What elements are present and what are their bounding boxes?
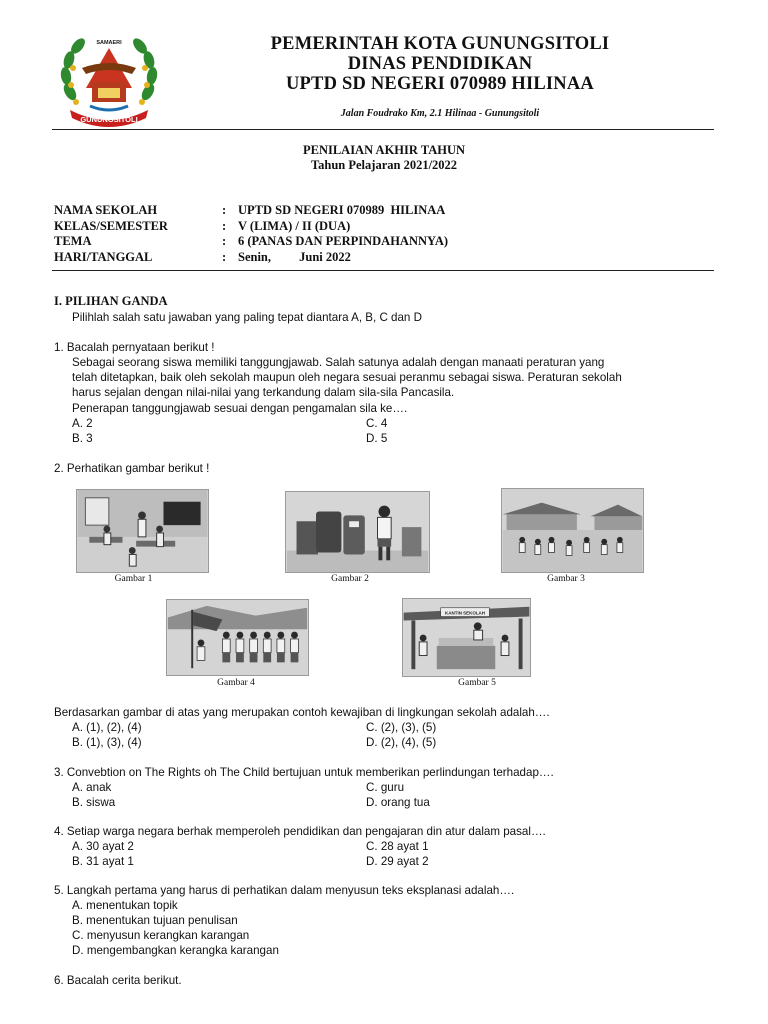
picture-3-schoolyard <box>501 488 644 573</box>
picture-4-caption: Gambar 4 <box>217 678 255 688</box>
exam-title-block <box>0 143 768 173</box>
exam-year: Tahun Pelajaran 2021/2022 <box>310 158 458 172</box>
question-3-option-a[interactable]: A. anak <box>72 781 112 794</box>
question-5-option-d[interactable]: D. mengembangkan kerangka karangan <box>72 944 279 957</box>
identity-label: HARI/TANGGAL <box>54 249 153 264</box>
question-3-stem: 3. Convebtion on The Rights oh The Child bertujuan untuk memberikan perlindungan terhadap…. <box>54 766 554 779</box>
identity-label: KELAS/SEMESTER <box>54 218 168 233</box>
government-logo <box>56 30 162 130</box>
flag-ceremony-illustration-icon <box>167 600 308 675</box>
question-1-passage: telah ditetapkan, baik oleh sekolah maupun oleh negara sesuai peranmu sebagai siswa. Peraturan sekolah <box>72 371 622 384</box>
identity-colon: : <box>222 203 227 217</box>
header-divider <box>52 129 714 130</box>
picture-3-caption: Gambar 3 <box>547 574 585 584</box>
letterhead <box>180 34 700 119</box>
question-2-option-c[interactable]: C. (2), (3), (5) <box>366 721 437 734</box>
section-heading: I. PILIHAN GANDA <box>54 294 168 308</box>
picture-2-trash-bins <box>285 491 430 573</box>
identity-value: 6 (PANAS DAN PERPINDAHANNYA) <box>238 234 449 248</box>
question-2-ask: Berdasarkan gambar di atas yang merupakan contoh kewajiban di lingkungan sekolah adalah…. <box>54 706 550 719</box>
question-5-option-a[interactable]: A. menentukan topik <box>72 899 178 912</box>
identity-value: Senin, Juni 2022 <box>238 249 351 264</box>
header-line-1: PEMERINTAH KOTA GUNUNGSITOLI <box>270 34 610 54</box>
question-5-option-c[interactable]: C. menyusun kerangkan karangan <box>72 929 250 942</box>
question-2-stem: 2. Perhatikan gambar berikut ! <box>54 462 210 475</box>
question-1-stem: 1. Bacalah pernyataan berikut ! <box>54 341 215 354</box>
question-6-stem: 6. Bacalah cerita berikut. <box>54 974 182 987</box>
identity-row <box>54 250 448 266</box>
question-2-option-a[interactable]: A. (1), (2), (4) <box>72 721 142 734</box>
question-1-option-b[interactable]: B. 3 <box>72 432 93 445</box>
identity-label: NAMA SEKOLAH <box>54 203 158 217</box>
question-4-option-a[interactable]: A. 30 ayat 2 <box>72 840 134 853</box>
question-4-option-c[interactable]: C. 28 ayat 1 <box>366 840 429 853</box>
question-1-option-a[interactable]: A. 2 <box>72 417 93 430</box>
identity-value: V (LIMA) / II (DUA) <box>238 218 351 233</box>
identity-row <box>54 234 448 250</box>
question-4-option-d[interactable]: D. 29 ayat 2 <box>366 855 429 868</box>
header-address: Jalan Foudrako Km, 2.1 Hilinaa - Gunungsitoli <box>340 108 540 119</box>
question-1-passage: Sebagai seorang siswa memiliki tanggungjawab. Salah satunya adalah dengan manaati peraturan yang <box>72 356 605 369</box>
question-1-ask: Penerapan tanggungjawab sesuai dengan pengamalan sila ke…. <box>72 402 408 415</box>
question-4-option-b[interactable]: B. 31 ayat 1 <box>72 855 134 868</box>
identity-label: TEMA <box>54 234 92 248</box>
picture-2-caption: Gambar 2 <box>331 574 369 584</box>
schoolyard-illustration-icon <box>502 489 643 572</box>
logo-top-text: SAMAERI <box>96 40 122 46</box>
question-3-option-c[interactable]: C. guru <box>366 781 405 794</box>
classroom-illustration-icon <box>77 490 208 572</box>
identity-value: UPTD SD NEGERI 070989 HILINAA <box>238 203 446 217</box>
question-2-option-d[interactable]: D. (2), (4), (5) <box>366 736 437 749</box>
logo-emblem-icon <box>56 30 162 130</box>
picture-1-classroom <box>76 489 209 573</box>
question-1-option-c[interactable]: C. 4 <box>366 417 388 430</box>
trash-bins-illustration-icon <box>286 492 429 572</box>
identity-divider <box>52 270 714 271</box>
picture-5-school-canteen <box>402 598 531 677</box>
question-3-option-d[interactable]: D. orang tua <box>366 796 430 809</box>
question-5-option-b[interactable]: B. menentukan tujuan penulisan <box>72 914 238 927</box>
section-instruction: Pilihlah salah satu jawaban yang paling tepat diantara A, B, C dan D <box>72 311 422 324</box>
identity-row <box>54 219 448 235</box>
identity-colon: : <box>222 218 227 233</box>
question-5-stem: 5. Langkah pertama yang harus di perhatikan dalam menyusun teks eksplanasi adalah…. <box>54 884 515 897</box>
canteen-illustration-icon <box>403 599 530 676</box>
picture-1-caption: Gambar 1 <box>114 574 153 584</box>
question-3-option-b[interactable]: B. siswa <box>72 796 116 809</box>
canteen-sign-text: KANTIN SEKOLAH <box>445 610 486 616</box>
question-4-stem: 4. Setiap warga negara berhak memperoleh pendidikan dan pengajaran din atur dalam pasal…. <box>54 825 546 838</box>
identity-colon: : <box>222 234 227 248</box>
logo-banner-text: GUNUNGSITOLI <box>80 115 138 124</box>
question-1-option-d[interactable]: D. 5 <box>366 432 388 445</box>
question-2-option-b[interactable]: B. (1), (3), (4) <box>72 736 142 749</box>
identity-table <box>54 203 448 265</box>
picture-5-caption: Gambar 5 <box>458 678 496 688</box>
identity-row <box>54 203 448 219</box>
exam-title: PENILAIAN AKHIR TAHUN <box>302 143 466 157</box>
identity-colon: : <box>222 249 227 264</box>
header-line-2: DINAS PENDIDIKAN <box>347 54 533 74</box>
picture-4-flag-ceremony <box>166 599 309 676</box>
question-1-passage: harus sejalan dengan nilai-nilai yang terkandung dalam sila-sila Pancasila. <box>72 386 455 399</box>
header-line-3: UPTD SD NEGERI 070989 HILINAA <box>285 74 594 94</box>
